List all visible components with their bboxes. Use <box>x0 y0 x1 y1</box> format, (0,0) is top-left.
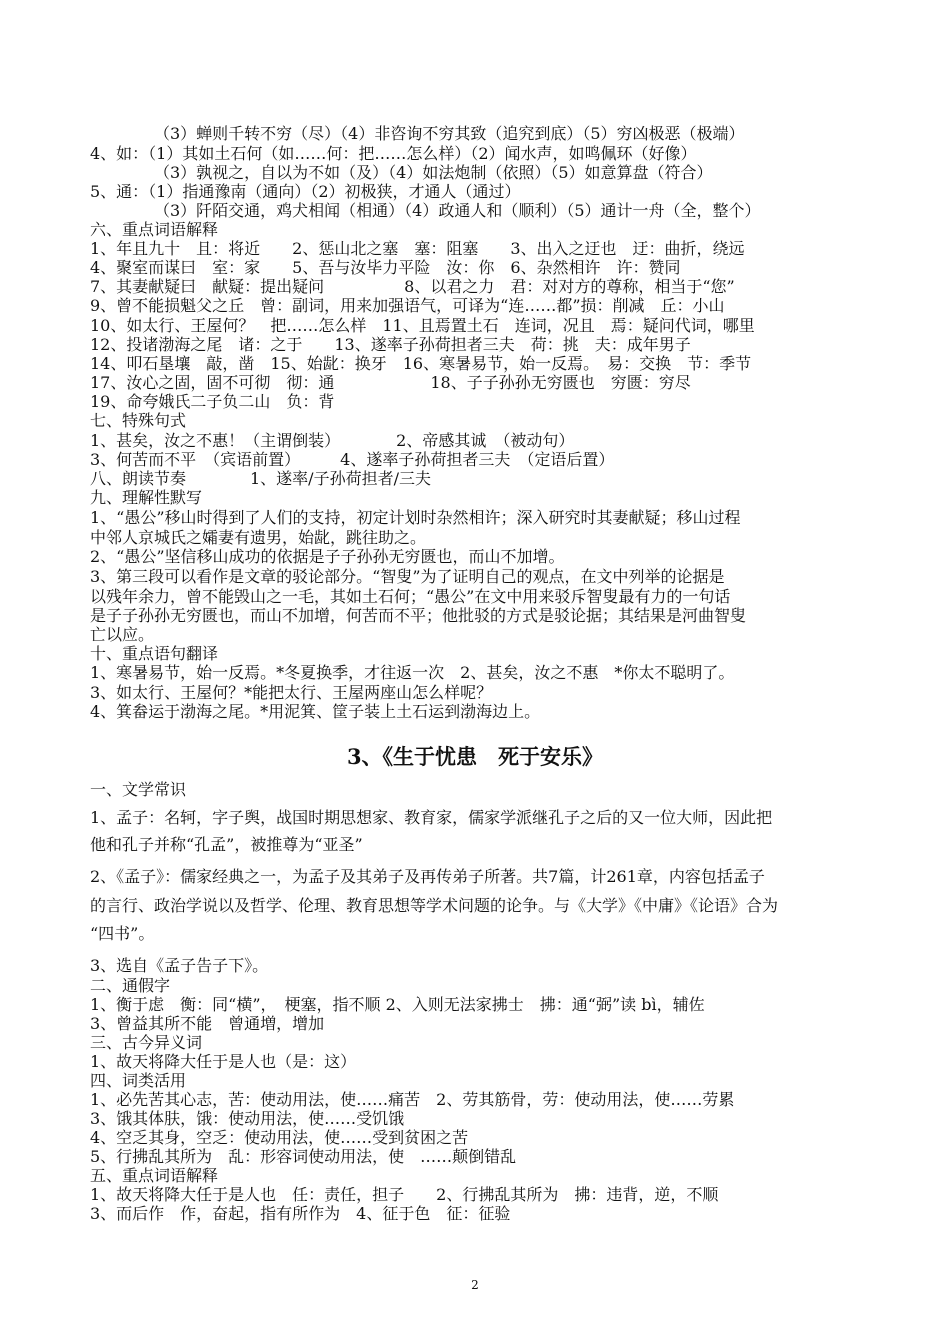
text-line: 3、选自《孟子告子下》。 <box>90 956 269 975</box>
text-line: 4、空乏其身，空乏：使动用法，使……受到贫困之苦 <box>90 1128 469 1147</box>
text-line: “四书”。 <box>90 924 155 943</box>
text-line: 3、饿其体肤，饿：使动用法，使……受饥饿 <box>90 1109 405 1128</box>
lesson-title: 3、《生于忧患 死于安乐》 <box>346 744 604 769</box>
text-line: 3、何苦而不平 （宾语前置） 4、遂率子孙荷担者三夫 （定语后置） <box>90 450 615 469</box>
text-line: 1、“愚公”移山时得到了人们的支持，初定计划时杂然相许；深入研究时其妻献疑；移山过程 <box>90 508 741 527</box>
text-line: 1、故天将降大任于是人也（是：这） <box>90 1052 357 1071</box>
text-line: 2、“愚公”坚信移山成功的依据是子子孙孙无穷匮也，而山不加增。 <box>90 547 565 566</box>
section-heading: 二、通假字 <box>90 976 171 995</box>
text-line: 3、而后作 作，奋起，指有所作为 4、征于色 征：征验 <box>90 1204 511 1223</box>
text-line: 1、孟子：名轲，字子舆，战国时期思想家、教育家，儒家学派继孔子之后的又一位大师，因此把 <box>90 808 773 827</box>
text-line: 他和孔子并称“孔孟”，被推尊为“亚圣” <box>90 835 363 854</box>
text-line: 1、寒暑易节，始一反焉。*冬夏换季，才往返一次 2、甚矣，汝之不惠 *你太不聪明了。 <box>90 663 735 682</box>
text-line: 的言行、政治学说以及哲学、伦理、教育思想等学术问题的论争。与《大学》《中庸》《论语》合为 <box>90 896 779 915</box>
text-line: 3、如太行、王屋何？*能把太行、王屋两座山怎么样呢？ <box>90 683 493 702</box>
text-line: 1、故天将降大任于是人也 任：责任，担子 2、行拂乱其所为 拂：违背，逆，不顺 <box>90 1185 719 1204</box>
text-line: 19、命夸娥氏二子负二山 负：背 <box>90 392 335 411</box>
section-heading: 三、古今异义词 <box>90 1033 203 1052</box>
section-heading: 六、重点词语解释 <box>90 220 219 239</box>
section-heading: 八、朗读节奏 1、遂率/子孙荷担者/三夫 <box>90 469 431 488</box>
text-line: 是子子孙孙无穷匮也，而山不加增，何苦而不平；他批驳的方式是驳论据；其结果是河曲智叟 <box>90 606 747 625</box>
text-line: 3、第三段可以看作是文章的驳论部分。“智叟”为了证明自己的观点，在文中列举的论据是 <box>90 567 725 586</box>
text-line: 以残年余力，曾不能毁山之一毛，其如土石何；“愚公”在文中用来驳斥智叟最有力的一句话 <box>90 587 731 606</box>
text-line: 中邻人京城氏之孀妻有遗男，始龀，跳往助之。 <box>90 528 427 547</box>
section-heading: 十、重点语句翻译 <box>90 644 219 663</box>
section-heading: 五、重点词语解释 <box>90 1166 219 1185</box>
text-line: 5、行拂乱其所为 乱：形容词使动用法，使 ……颠倒错乱 <box>90 1147 517 1166</box>
text-line: （3）孰视之，自以为不如（及）（4）如法炮制（依照）（5）如意算盘（符合） <box>154 163 713 182</box>
text-line: 1、年且九十 且：将近 2、惩山北之塞 塞：阻塞 3、出入之迂也 迂：曲折，绕远 <box>90 239 745 258</box>
section-heading: 七、特殊句式 <box>90 411 187 430</box>
text-line: 9、曾不能损魁父之丘 曾：副词，用来加强语气，可译为“连……都”损：削减 丘：小山 <box>90 296 725 315</box>
text-line: 3、曾益其所不能 曾通増，增加 <box>90 1014 325 1033</box>
text-line: （3）阡陌交通，鸡犬相闻（相通）（4）政通人和（顺利）（5）通计一舟（全，整个） <box>154 201 761 220</box>
text-line: 4、聚室而谋曰 室：家 5、吾与汝毕力平险 汝：你 6、杂然相许 许：赞同 <box>90 258 681 277</box>
text-line: 7、其妻献疑曰 献疑：提出疑问 8、以君之力 君：对对方的尊称，相当于“您” <box>90 277 735 296</box>
section-heading: 九、理解性默写 <box>90 488 203 507</box>
text-line: （3）蝉则千转不穷（尽）（4）非咨询不穷其致（追究到底）（5）穷凶极恶（极端） <box>154 124 745 143</box>
text-line: 4、箕畚运于渤海之尾。*用泥箕、筐子装上土石运到渤海边上。 <box>90 702 541 721</box>
text-line: 5、通：（1）指通豫南（通向）（2）初极狭，才通人（通过） <box>90 182 521 201</box>
text-line: 1、甚矣，汝之不惠！（主谓倒装） 2、帝感其诚 （被动句） <box>90 431 575 450</box>
text-line: 12、投诸渤海之尾 诸：之于 13、遂率子孙荷担者三夫 荷：挑 夫：成年男子 <box>90 335 691 354</box>
text-line: 14、叩石垦壤 敲，凿 15、始龀：换牙 16、寒暑易节，始一反焉。 易：交换 节：季节 <box>90 354 752 373</box>
section-heading: 四、词类活用 <box>90 1071 187 1090</box>
text-line: 亡以应。 <box>90 625 155 644</box>
section-heading: 一、文学常识 <box>90 780 187 799</box>
text-line: 10、如太行、王屋何？ 把……怎么样 11、且焉置土石 连词，况且 焉：疑问代词，哪里 <box>90 316 755 335</box>
text-line: 2、《孟子》：儒家经典之一，为孟子及其弟子及再传弟子所著。共7篇，计261章，内容包括孟子 <box>90 867 765 886</box>
text-line: 1、必先苦其心志，苦：使动用法，使……痛苦 2、劳其筋骨，劳：使动用法，使……劳累 <box>90 1090 735 1109</box>
text-line: 1、衡于虑 衡：同“横”， 梗塞，指不顺 2、入则无法家拂士 拂：通“弼”读 bì，辅佐 <box>90 995 705 1014</box>
text-line: 17、汝心之固，固不可彻 彻：通 18、子子孙孙无穷匮也 穷匮：穷尽 <box>90 373 691 392</box>
page-number: 2 <box>471 1278 479 1292</box>
text-line: 4、如：（1）其如土石何（如……何：把……怎么样）（2）闻水声，如鸣佩环（好像） <box>90 144 697 163</box>
